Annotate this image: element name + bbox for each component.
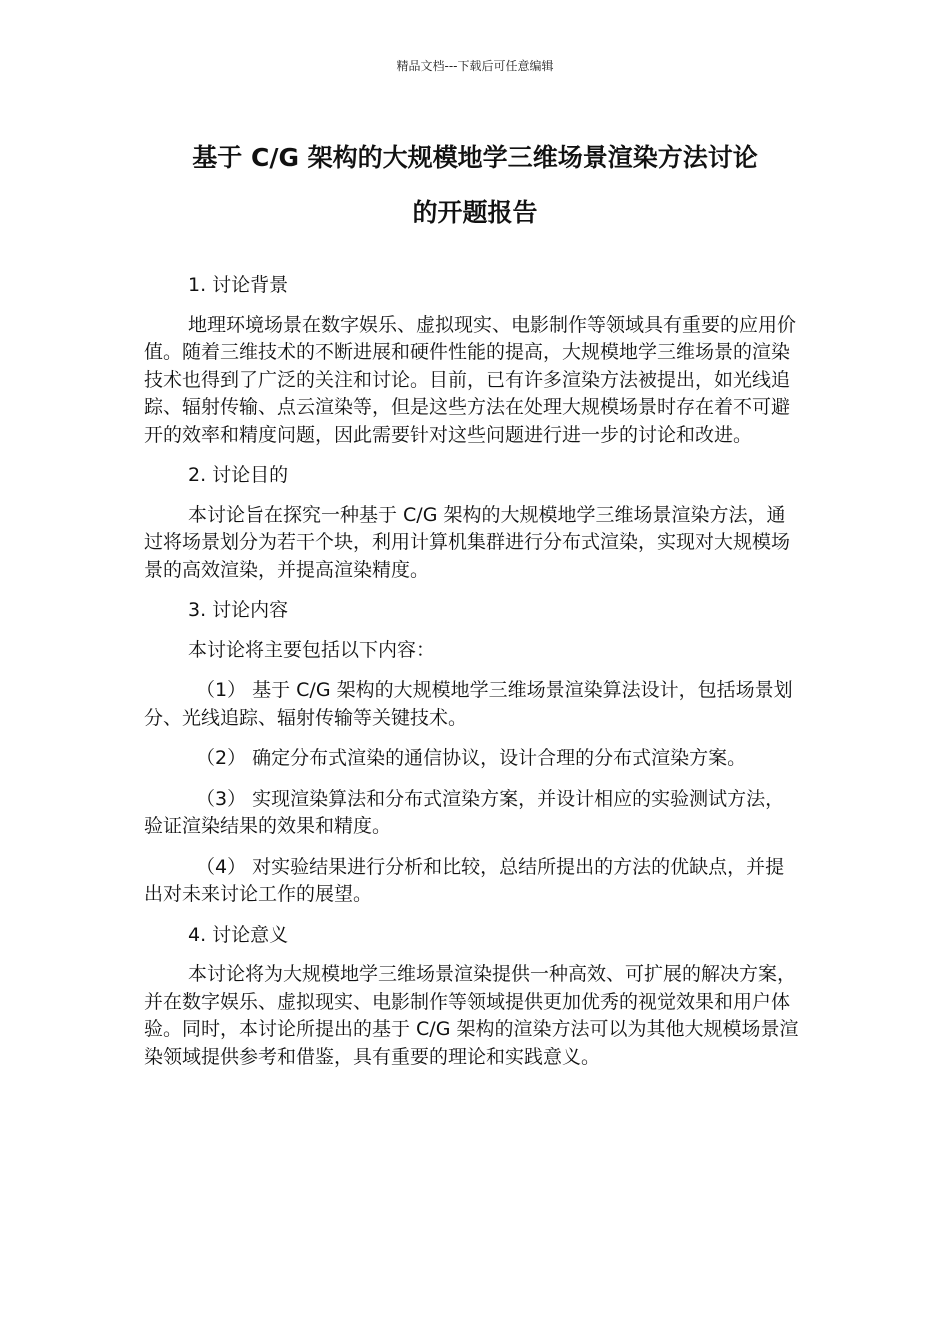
background-paragraph: 地理环境场景在数字娱乐、虚拟现实、电影制作等领域具有重要的应用价值。随着三维技术的不断进展和硬件性能的提高，大规模地学三维场景的渲染技术也得到了广泛的关注和讨论。目前，已有许多渲染方法被提出，如光线追踪、辐射传输、点云渲染等，但是这些方法在处理大规模场景时存在着不可避开的效率和精度问题，因此需要针对这些问题进行进一步的讨论和改进。 [144,313,797,446]
section-heading-purpose: 2. 讨论目的 [188,464,289,486]
section-heading-background: 1. 讨论背景 [188,274,289,296]
content-list-item-1: （1） 基于 C/G 架构的大规模地学三维场景渲染算法设计，包括场景划分、光线追踪、辐射传输等关键技术。 [144,679,793,729]
document-body [144,272,799,1084]
title-line-2: 的开题报告 [412,198,538,227]
section-heading-significance: 4. 讨论意义 [188,923,289,946]
section-heading-content: 3. 讨论内容 [188,599,289,621]
page-header-note: 精品文档---下载后可任意编辑 [396,59,554,73]
content-list-item-4: （4） 对实验结果进行分析和比较，总结所提出的方法的优缺点，并提出对未来讨论工作的展望。 [144,855,785,905]
title-line-1: 基于 C/G 架构的大规模地学三维场景渲染方法讨论 [192,143,758,172]
content-intro: 本讨论将主要包括以下内容： [188,638,436,661]
significance-paragraph: 本讨论将为大规模地学三维场景渲染提供一种高效、可扩展的解决方案，并在数字娱乐、虚拟现实、电影制作等领域提供更加优秀的视觉效果和用户体验。同时，本讨论所提出的基于 C/G 架构的渲染方法可以为其他大规模场景渲染领域提供参考和借鉴，具有重要的理论和实践意义。 [144,963,799,1068]
document-title [145,130,805,240]
content-list-item-2: （2） 确定分布式渲染的通信协议，设计合理的分布式渲染方案。 [196,747,747,769]
content-list-item-3: （3） 实现渲染算法和分布式渲染方案，并设计相应的实验测试方法，验证渲染结果的效果和精度。 [144,787,785,837]
purpose-paragraph: 本讨论旨在探究一种基于 C/G 架构的大规模地学三维场景渲染方法，通过将场景划分为若干个块，利用计算机集群进行分布式渲染，实现对大规模场景的高效渲染，并提高渲染精度。 [144,503,791,581]
